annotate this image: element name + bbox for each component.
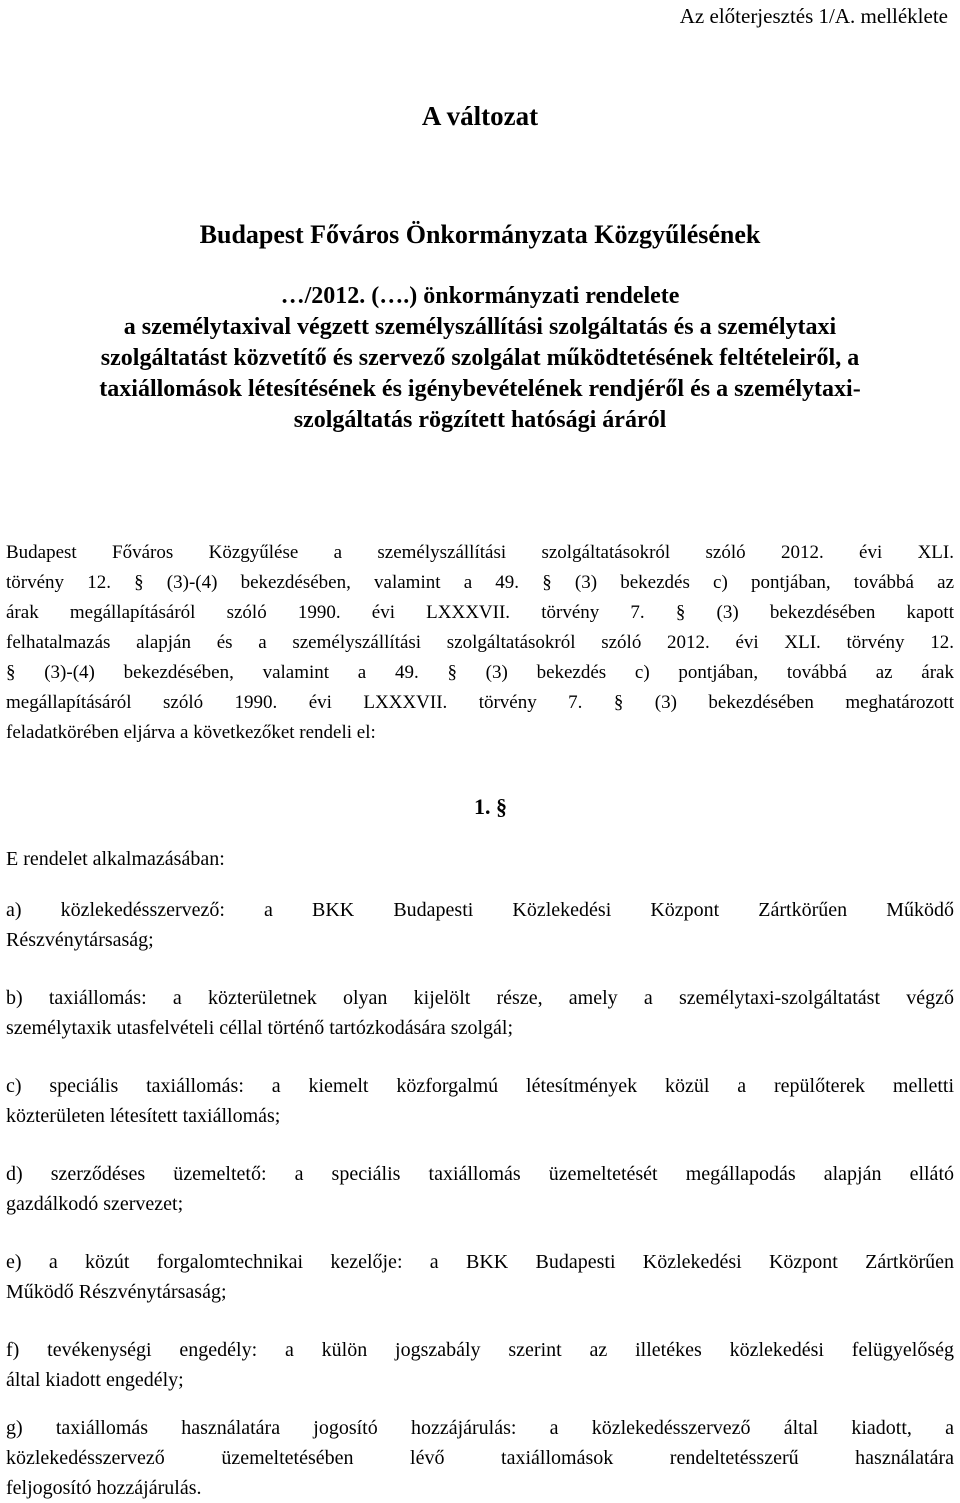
section-lead: E rendelet alkalmazásában:	[6, 848, 225, 870]
definition-line: közlekedésszervező üzemeltetésében lévő taxiállomások rendeltetésszerű használatára	[6, 1447, 954, 1469]
title-line: taxiállomások létesítésének és igénybevételének rendjéről és a személytaxi-	[99, 376, 861, 402]
definition-e	[6, 1247, 954, 1307]
definition-g	[6, 1413, 954, 1503]
preamble-line: § (3)-(4) bekezdésében, valamint a 49. § (3) bekezdés c) pontjában, továbbá az árak	[6, 662, 954, 683]
definition-b	[6, 983, 954, 1043]
preamble-line: feladatkörében eljárva a következőket rendeli el:	[6, 722, 376, 743]
definition-c	[6, 1071, 954, 1131]
definition-line: f) tevékenységi engedély: a külön jogszabály szerint az illetékes közlekedési felügyelőség	[6, 1339, 954, 1361]
preamble-line: megállapításáról szóló 1990. évi LXXXVII. törvény 7. § (3) bekezdésében meghatározott	[6, 692, 954, 713]
definition-f	[6, 1335, 954, 1395]
definition-line: a) közlekedésszervező: a BKK Budapesti Közlekedési Központ Zártkörűen Működő	[6, 899, 954, 921]
preamble-line: felhatalmazás alapján és a személyszállítási szolgáltatásokról szóló 2012. évi XLI. törvény 12.	[6, 632, 954, 653]
preamble-paragraph	[6, 538, 954, 748]
definition-line: által kiadott engedély;	[6, 1369, 184, 1391]
regulation-title	[0, 281, 960, 436]
variant-title: A változat	[421, 101, 539, 131]
section-number: 1. §	[474, 794, 507, 819]
preamble-line: törvény 12. § (3)-(4) bekezdésében, valamint a 49. § (3) bekezdés c) pontjában, továbbá az	[6, 572, 954, 593]
preamble-line: Budapest Főváros Közgyűlése a személyszállítási szolgáltatásokról szóló 2012. évi XLI.	[6, 542, 954, 563]
title-line: …/2012. (….) önkormányzati rendelete	[280, 283, 680, 309]
definition-line: közterületen létesített taxiállomás;	[6, 1105, 281, 1127]
definition-line: személytaxik utasfelvételi céllal történő tartózkodására szolgál;	[6, 1017, 514, 1039]
definition-line: c) speciális taxiállomás: a kiemelt közforgalmú létesítmények közül a repülőterek melletti	[6, 1075, 954, 1097]
title-line: szolgáltatást közvetítő és szervező szolgálat működtetésének feltételeiről, a	[100, 345, 860, 371]
definition-line: d) szerződéses üzemeltető: a speciális taxiállomás üzemeltetését megállapodás alapján ellátó	[6, 1163, 954, 1185]
title-line: a személytaxival végzett személyszállítási szolgáltatás és a személytaxi	[123, 314, 837, 340]
definition-line: g) taxiállomás használatára jogosító hozzájárulás: a közlekedésszervező által kiadott, a	[6, 1417, 954, 1439]
definition-line: gazdálkodó szervezet;	[6, 1193, 184, 1215]
definition-a	[6, 895, 954, 955]
preamble-line: árak megállapításáról szóló 1990. évi LXXXVII. törvény 7. § (3) bekezdésében kapott	[6, 602, 954, 623]
definition-d	[6, 1159, 954, 1219]
definition-line: Részvénytársaság;	[6, 929, 154, 951]
definition-line: feljogosító hozzájárulás.	[6, 1477, 202, 1499]
annex-label: Az előterjesztés 1/A. melléklete	[679, 4, 948, 28]
definition-line: b) taxiállomás: a közterületnek olyan kijelölt része, amely a személytaxi-szolgáltatást végző	[6, 987, 954, 1009]
title-line: szolgáltatás rögzített hatósági áráról	[293, 407, 667, 433]
issuer-heading: Budapest Főváros Önkormányzata Közgyűlésének	[199, 220, 761, 249]
definition-line: e) a közút forgalomtechnikai kezelője: a BKK Budapesti Közlekedési Központ Zártkörűen	[6, 1251, 954, 1273]
definition-line: Működő Részvénytársaság;	[6, 1281, 227, 1303]
